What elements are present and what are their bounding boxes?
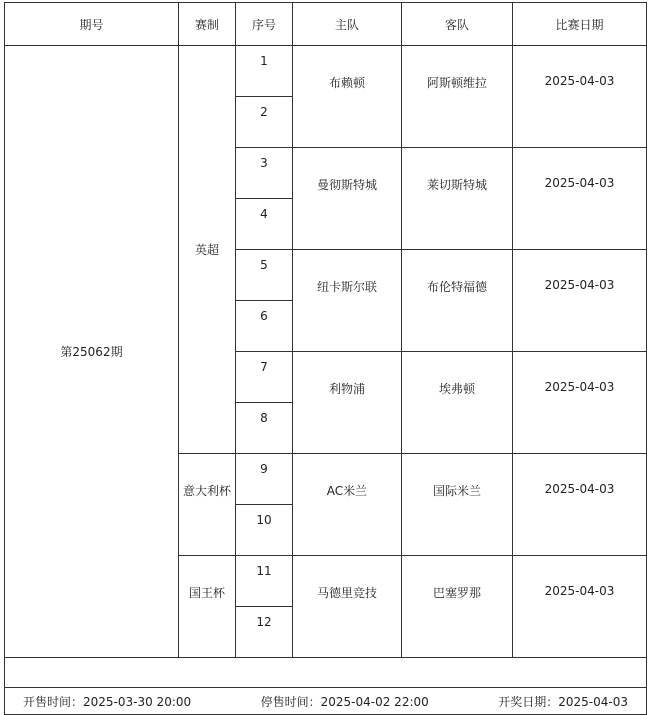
sale-end-time: 停售时间：2025-04-02 22:00	[260, 694, 429, 709]
match-date-cell: 2025-04-03	[513, 454, 647, 556]
header-row	[5, 3, 647, 46]
number-cell: 2	[236, 97, 293, 148]
match-date-cell: 2025-04-03	[513, 46, 647, 148]
header-number: 序号	[236, 3, 293, 46]
home-team-cell: 利物浦	[293, 352, 402, 454]
blank-row	[5, 658, 647, 688]
issue-cell: 第25062期	[5, 46, 179, 658]
number-cell: 8	[236, 403, 293, 454]
number-cell: 10	[236, 505, 293, 556]
away-team-cell: 布伦特福德	[402, 250, 513, 352]
number-cell: 7	[236, 352, 293, 403]
league-cell: 意大利杯	[179, 454, 236, 556]
draw-date: 开奖日期：2025-04-03	[498, 694, 628, 709]
header-issue: 期号	[5, 3, 179, 46]
number-cell: 4	[236, 199, 293, 250]
number-cell: 5	[236, 250, 293, 301]
header-home-team: 主队	[293, 3, 402, 46]
home-team-cell: 曼彻斯特城	[293, 148, 402, 250]
match-date-cell: 2025-04-03	[513, 148, 647, 250]
blank-cell	[5, 658, 647, 688]
home-team-cell: 马德里竞技	[293, 556, 402, 658]
header-format: 赛制	[179, 3, 236, 46]
header-away-team: 客队	[402, 3, 513, 46]
footer-row	[5, 688, 647, 715]
away-team-cell: 巴塞罗那	[402, 556, 513, 658]
footer-cell	[5, 688, 647, 715]
number-cell: 12	[236, 607, 293, 658]
number-cell: 1	[236, 46, 293, 97]
away-team-cell: 埃弗顿	[402, 352, 513, 454]
sale-start-time: 开售时间：2025-03-30 20:00	[23, 694, 192, 709]
away-team-cell: 阿斯顿维拉	[402, 46, 513, 148]
league-cell: 英超	[179, 46, 236, 454]
away-team-cell: 莱切斯特城	[402, 148, 513, 250]
number-cell: 3	[236, 148, 293, 199]
home-team-cell: AC米兰	[293, 454, 402, 556]
home-team-cell: 布赖顿	[293, 46, 402, 148]
table-row	[5, 46, 647, 97]
match-date-cell: 2025-04-03	[513, 556, 647, 658]
number-cell: 11	[236, 556, 293, 607]
header-match-date: 比赛日期	[513, 3, 647, 46]
number-cell: 9	[236, 454, 293, 505]
match-schedule-table	[4, 2, 647, 715]
match-date-cell: 2025-04-03	[513, 250, 647, 352]
away-team-cell: 国际米兰	[402, 454, 513, 556]
home-team-cell: 纽卡斯尔联	[293, 250, 402, 352]
number-cell: 6	[236, 301, 293, 352]
match-date-cell: 2025-04-03	[513, 352, 647, 454]
league-cell: 国王杯	[179, 556, 236, 658]
